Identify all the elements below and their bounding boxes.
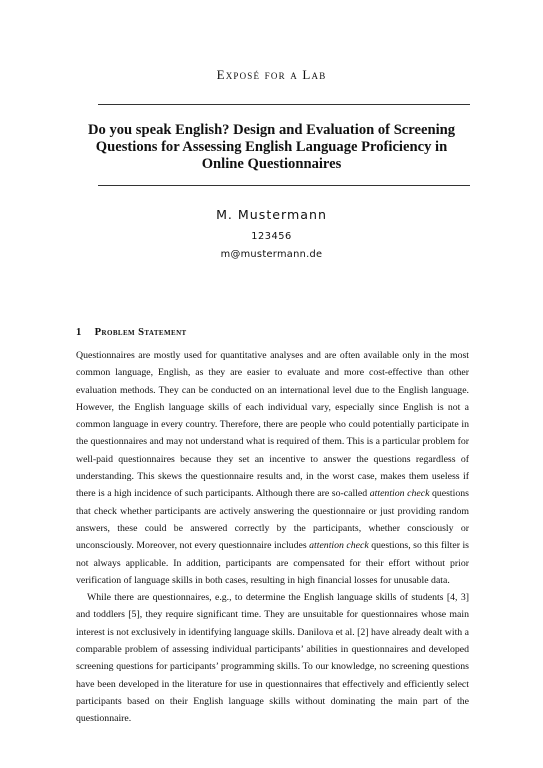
paragraph-2: While there are questionnaires, e.g., to determine the English language skills of students [4, 3] and toddlers [5], they require significant time. They are unsuitable for questionnaires whose main interest is not exclusively in identifying language skills. Danilova et al. [2] have already dealt with a comparable problem of assessing individual participants’ abilities in questionnaires and developed screening questions for participants’ programming skills. To our knowledge, no screening questions have been developed in the literature for use in questionnaires that effectively and efficiently select participants based on their English language skills without dominating the main part of the questionnaire.	[76, 592, 469, 725]
emphasis-attention-check-1: attention check	[369, 488, 430, 500]
author-name: M. Mustermann	[216, 207, 327, 222]
section-title: Problem Statement	[94, 327, 187, 338]
bottom-rule	[98, 185, 470, 186]
section-body	[76, 347, 469, 728]
paragraph-1-part-3: questions, so this filter is not always applicable. In addition, participants are compensated for their effort without prior verification of language skills in both cases, resulting in high financial losses for unusable data.	[76, 540, 469, 586]
author-email: m@mustermann.de	[220, 249, 323, 260]
paragraph-1	[76, 347, 469, 589]
paragraph-1-part-2: questions that check whether participants are actively answering the questionnaire or just providing random answers, these could be answered correctly by the participants, whether consciously or unconsciously. Moreover, not every questionnaire includes	[76, 488, 469, 552]
student-id: 123456	[251, 231, 292, 242]
top-rule	[98, 104, 470, 105]
emphasis-attention-check-2: attention check	[309, 540, 369, 552]
document-type-label: Exposé for a Lab	[216, 67, 327, 82]
paper-title: Do you speak English? Design and Evaluation of Screening Questions for Assessing English Language Proficiency in Online Questionnaires	[87, 122, 456, 172]
section-number: 1	[76, 327, 82, 338]
section-heading	[76, 327, 187, 338]
paragraph-1-part-1: Questionnaires are mostly used for quantitative analyses and are often available only in the most common language, English, as they are easier to evaluate and more cost-effective than other evaluation methods. They can be conducted on an international level due to the English language. However, the English language skills of each individual vary, especially since English is not a common language in every country. Therefore, there are people who could potentially participate in the questionnaires and may not understand what is required of them. This is a particular problem for well-paid questionnaires because they set an incentive to answer the questions regardless of understanding. This skews the questionnaire results and, in the worst case, makes them useless if there is a high incidence of such participants. Although there are so-called	[76, 350, 469, 500]
